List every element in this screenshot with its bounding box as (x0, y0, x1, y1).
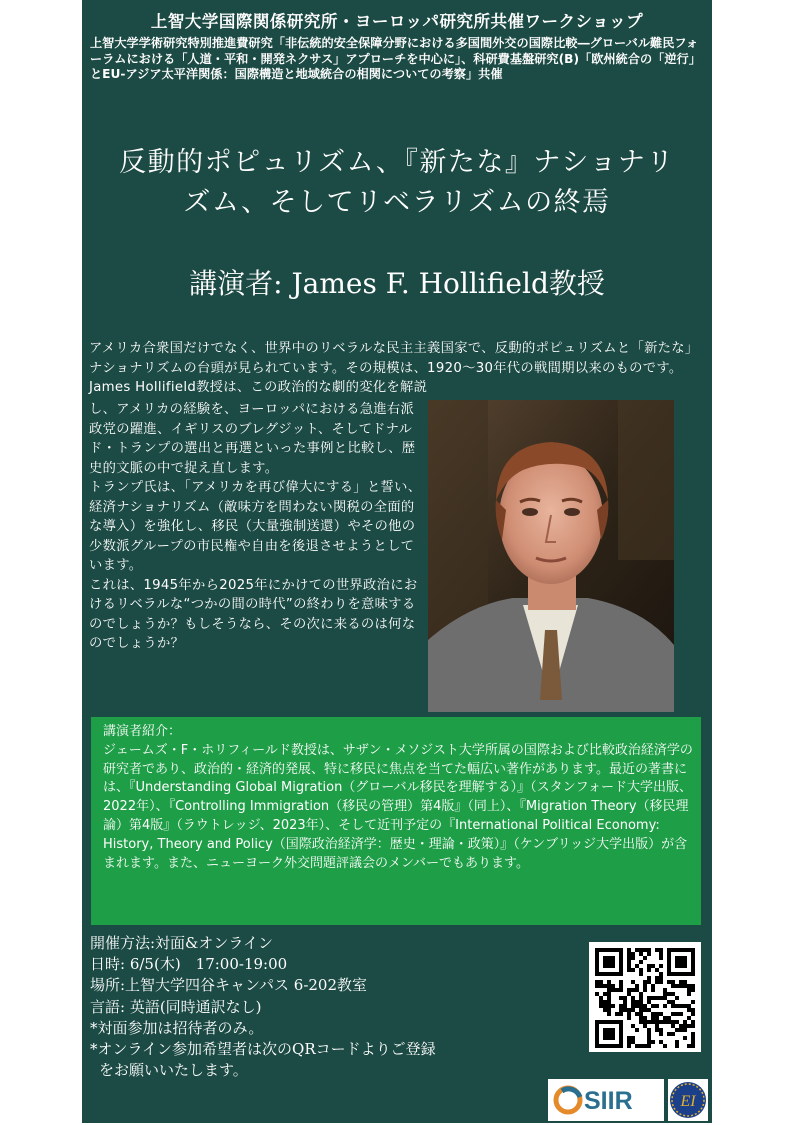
qr-module (627, 964, 631, 968)
qr-module (679, 984, 683, 988)
qr-module (635, 988, 639, 992)
qr-module (611, 1004, 615, 1008)
qr-module (687, 984, 691, 988)
qr-module (683, 984, 687, 988)
qr-module (627, 1036, 631, 1040)
qr-module (631, 1004, 635, 1008)
qr-module (607, 1012, 611, 1016)
qr-module (671, 1004, 675, 1008)
qr-module (643, 988, 647, 992)
qr-module (671, 1024, 675, 1028)
qr-module (639, 972, 643, 976)
qr-module (635, 1000, 639, 1004)
qr-module (643, 1004, 647, 1008)
qr-module (643, 1020, 647, 1024)
qr-module (635, 1044, 639, 1048)
header-title: 上智大学国際関係研究所・ヨーロッパ研究所共催ワークショップ (150, 12, 644, 31)
qr-module (623, 1008, 627, 1012)
siir-logo-text: SIIR (584, 1087, 633, 1115)
qr-module (691, 1032, 695, 1036)
qr-finder-pattern (675, 956, 687, 968)
qr-module (627, 960, 631, 964)
qr-module (647, 1044, 651, 1048)
qr-module (607, 996, 611, 1000)
qr-module (675, 984, 679, 988)
qr-module (647, 1032, 651, 1036)
abstract-body (89, 400, 425, 654)
qr-module (687, 988, 691, 992)
qr-module (619, 980, 623, 984)
detail-venue: 場所:上智大学四谷キャンパス 6-202教室 (90, 976, 368, 995)
qr-module (659, 952, 663, 956)
qr-module (655, 1004, 659, 1008)
qr-module (671, 1032, 675, 1036)
qr-module (627, 992, 631, 996)
qr-module (607, 988, 611, 992)
qr-module (627, 1016, 631, 1020)
qr-module (659, 1012, 663, 1016)
ei-logo-mark (668, 1079, 708, 1121)
qr-module (599, 980, 603, 984)
qr-module (671, 1012, 675, 1016)
qr-module (643, 984, 647, 988)
qr-module (675, 1044, 679, 1048)
qr-module (679, 980, 683, 984)
qr-module (659, 948, 663, 952)
qr-module (663, 988, 667, 992)
qr-module (691, 1044, 695, 1048)
qr-module (659, 956, 663, 960)
qr-finder-pattern (603, 956, 615, 968)
qr-module (627, 948, 631, 952)
qr-module (595, 984, 599, 988)
qr-module (663, 1020, 667, 1024)
qr-module (651, 1016, 655, 1020)
qr-module (627, 988, 631, 992)
qr-module (659, 1028, 663, 1032)
qr-module (631, 1036, 635, 1040)
qr-module (671, 1020, 675, 1024)
abstract-intro: アメリカ合衆国だけでなく、世界中のリベラルな民主主義国家で、反動的ポピュリズムと「新たな」ナショナリズムの台頭が見られています。その規模は、1920～30年代の戦間期以来のものです。 James Hollifield教授は、この政治的な劇的変化を解説 (89, 341, 699, 395)
event-title (82, 143, 712, 223)
qr-module (627, 1012, 631, 1016)
qr-module (679, 1012, 683, 1016)
qr-module (603, 984, 607, 988)
qr-module (655, 948, 659, 952)
qr-module (631, 952, 635, 956)
qr-module (651, 964, 655, 968)
qr-module (667, 1032, 671, 1036)
qr-module (675, 996, 679, 1000)
qr-module (639, 960, 643, 964)
qr-module (603, 1008, 607, 1012)
qr-module (599, 984, 603, 988)
qr-module (615, 988, 619, 992)
qr-module (667, 1020, 671, 1024)
speaker-photo (428, 400, 674, 712)
qr-module (635, 1012, 639, 1016)
qr-module (639, 992, 643, 996)
qr-module (639, 1020, 643, 1024)
qr-module (659, 964, 663, 968)
siir-logo (548, 1079, 664, 1121)
qr-module (663, 992, 667, 996)
qr-module (607, 1008, 611, 1012)
speaker-portrait-illustration (428, 400, 674, 712)
qr-module (647, 976, 651, 980)
qr-module (643, 1016, 647, 1020)
qr-module (643, 1044, 647, 1048)
qr-module (691, 1000, 695, 1004)
qr-module (671, 1000, 675, 1004)
qr-module (647, 1028, 651, 1032)
qr-module (627, 1008, 631, 1012)
qr-module (675, 1028, 679, 1032)
qr-module (615, 1012, 619, 1016)
qr-module (647, 1008, 651, 1012)
bio-body: ジェームズ・F・ホリフィールド教授は、サザン・メソジスト大学所属の国際および比較政治経済学の研究者であり、政治的・経済的発展、特に移民に焦点を当てた幅広い著作があります。最近の著書には、『Understanding Global Migration（グローバル移民を理解する）』（スタンフォード大学出版、2022年）、『Controlling Immigration（移民の管理）第4版』（同上）、『Migration Theory（移民理論）第4版』（ラウトレッジ、2023年）、そして近刊予定の『International Political Economy: History, Theory and Policy（国際政治経済学：歴史・理論・政策）』（ケンブリッジ大学出版）が含まれます。また、ニューヨーク外交問題評議会のメンバーでもあります。 (103, 742, 693, 871)
qr-module (663, 1016, 667, 1020)
event-title-line1: 反動的ポピュリズム、『新たな』ナショナリ (119, 147, 675, 178)
qr-module (663, 1004, 667, 1008)
ei-logo (668, 1079, 708, 1121)
qr-module (655, 980, 659, 984)
qr-module (631, 1040, 635, 1044)
qr-module (619, 1012, 623, 1016)
qr-module (631, 988, 635, 992)
qr-module (683, 1028, 687, 1032)
qr-module (647, 948, 651, 952)
qr-module (635, 964, 639, 968)
siir-logo-mark (548, 1079, 664, 1121)
header-subtitle: 上智大学学術研究特別推進費研究「非伝統的安全保障分野における多国間外交の国際比較―グローバル難民フォーラムにおける「人道・平和・開発ネクサス」アプローチを中心に」、科研費基盤研究(B)「欧州統合の「逆行」とEU-アジア太平洋関係：国際構造と地域統合の相関についての考察」共催 (90, 36, 701, 81)
qr-module (691, 1040, 695, 1044)
qr-module (635, 1028, 639, 1032)
qr-module (607, 1000, 611, 1004)
qr-module (647, 996, 651, 1000)
qr-module (623, 1000, 627, 1004)
qr-module (671, 980, 675, 984)
qr-module (691, 1008, 695, 1012)
qr-module (607, 980, 611, 984)
qr-module (667, 1000, 671, 1004)
qr-module (683, 980, 687, 984)
qr-module (691, 1012, 695, 1016)
qr-module (603, 1004, 607, 1008)
qr-module (627, 1044, 631, 1048)
detail-language: 言語: 英語(同時通訳なし) (90, 997, 262, 1016)
qr-module (647, 1000, 651, 1004)
qr-module (619, 988, 623, 992)
qr-module (643, 956, 647, 960)
qr-module (619, 996, 623, 1000)
qr-module (643, 980, 647, 984)
qr-module (623, 996, 627, 1000)
qr-module (659, 1040, 663, 1044)
qr-module (627, 956, 631, 960)
qr-module (655, 968, 659, 972)
poster (82, 0, 712, 1123)
qr-module (679, 1028, 683, 1032)
qr-module (639, 996, 643, 1000)
abstract-paragraph: トランプ氏は、「アメリカを再び偉大にする」と誓い、経済ナショナリズム（敵味方を問わない関税の全面的な導入）を強化し、移民（大量強制送還）やその他の少数派グループの市民権や自由を後退させようとしています。 (89, 480, 422, 573)
qr-module (679, 1024, 683, 1028)
qr-module (659, 976, 663, 980)
detail-note-register-cont: をお願いいたします。 (99, 1061, 248, 1080)
qr-module (683, 1004, 687, 1008)
qr-module (691, 1020, 695, 1024)
event-title-line2: ズム、そしてリベラリズムの終焉 (183, 187, 611, 218)
qr-module (659, 972, 663, 976)
qr-module (679, 1004, 683, 1008)
qr-module (627, 952, 631, 956)
qr-module (655, 1028, 659, 1032)
qr-module (631, 1008, 635, 1012)
qr-module (611, 988, 615, 992)
qr-module (675, 1020, 679, 1024)
qr-module (611, 984, 615, 988)
abstract-paragraph: し、アメリカの経験を、ヨーロッパにおける急進右派政党の躍進、イギリスのブレグジット、そしてドナルド・トランプの選出と再選といった事例と比較し、歴史的文脈の中で捉え直します。 (89, 402, 416, 476)
qr-module (683, 1020, 687, 1024)
qr-module (619, 1004, 623, 1008)
detail-format: 開催方法:対面&オンライン (90, 934, 273, 952)
qr-module (599, 1000, 603, 1004)
qr-module (599, 1004, 603, 1008)
qr-module (647, 964, 651, 968)
qr-module (603, 992, 607, 996)
qr-module (651, 1040, 655, 1044)
registration-qr-code[interactable] (589, 942, 701, 1052)
qr-module (663, 1044, 667, 1048)
qr-module (651, 984, 655, 988)
qr-module (667, 992, 671, 996)
qr-module (647, 968, 651, 972)
qr-module (655, 1016, 659, 1020)
qr-module (691, 984, 695, 988)
qr-module (635, 1004, 639, 1008)
qr-module (675, 1040, 679, 1044)
qr-module (651, 1020, 655, 1024)
qr-module (631, 1000, 635, 1004)
qr-finder-pattern (603, 1028, 615, 1040)
detail-note-invite: *対面参加は招待者のみ。 (90, 1018, 264, 1037)
qr-module (675, 1012, 679, 1016)
qr-module (659, 1020, 663, 1024)
qr-module (651, 988, 655, 992)
qr-module (671, 992, 675, 996)
ei-logo-text: EI (680, 1093, 696, 1110)
qr-module (647, 952, 651, 956)
qr-module (627, 1040, 631, 1044)
detail-datetime: 日時: 6/5(木) 17:00-19:00 (90, 955, 288, 974)
detail-note-register: *オンライン参加希望者は次のQRコードよりご登録 (90, 1040, 436, 1059)
qr-module (595, 992, 599, 996)
qr-module (631, 1024, 635, 1028)
qr-module (643, 1024, 647, 1028)
qr-module (647, 1020, 651, 1024)
qr-module (687, 992, 691, 996)
qr-module (635, 948, 639, 952)
qr-module (691, 988, 695, 992)
qr-module (647, 1040, 651, 1044)
qr-module (607, 1004, 611, 1008)
qr-module (647, 980, 651, 984)
qr-module (631, 980, 635, 984)
qr-module (691, 1024, 695, 1028)
qr-module (651, 1004, 655, 1008)
qr-module (647, 1036, 651, 1040)
speaker-bio-box (91, 717, 701, 925)
qr-module (667, 980, 671, 984)
qr-module (639, 948, 643, 952)
qr-module (619, 1008, 623, 1012)
qr-module (659, 980, 663, 984)
qr-module (643, 948, 647, 952)
bio-heading: 講演者紹介： (103, 724, 182, 739)
qr-module (687, 1024, 691, 1028)
qr-module (631, 956, 635, 960)
qr-module (687, 1008, 691, 1012)
qr-module (603, 1000, 607, 1004)
qr-module (599, 996, 603, 1000)
abstract-paragraph: これは、1945年から2025年にかけての世界政治におけるリベラルな“つかの間の時代”の終わりを意味するのでしょうか？もしそうなら、その次に来るのは何なのでしょうか？ (89, 577, 418, 651)
qr-module (663, 996, 667, 1000)
qr-module (639, 1000, 643, 1004)
qr-module (607, 992, 611, 996)
qr-module (691, 1036, 695, 1040)
qr-module (671, 984, 675, 988)
qr-module (683, 1036, 687, 1040)
qr-code-graphic[interactable] (589, 942, 701, 1052)
qr-module (651, 996, 655, 1000)
qr-module (687, 1044, 691, 1048)
qr-module (619, 984, 623, 988)
speaker-bio (103, 723, 697, 873)
qr-module (655, 1012, 659, 1016)
qr-module (607, 984, 611, 988)
qr-module (655, 996, 659, 1000)
qr-module (683, 1024, 687, 1028)
qr-module (623, 1004, 627, 1008)
qr-module (643, 1008, 647, 1012)
qr-module (595, 980, 599, 984)
speaker-name: 講演者: James F. Hollifield教授 (189, 267, 605, 300)
qr-module (687, 1016, 691, 1020)
qr-module (659, 1032, 663, 1036)
qr-module (651, 1012, 655, 1016)
qr-module (639, 1016, 643, 1020)
qr-module (631, 996, 635, 1000)
qr-module (639, 968, 643, 972)
qr-module (675, 1004, 679, 1008)
qr-module (655, 1020, 659, 1024)
qr-module (639, 1012, 643, 1016)
event-details (90, 933, 570, 1081)
qr-module (635, 984, 639, 988)
qr-module (655, 1024, 659, 1028)
qr-module (639, 1008, 643, 1012)
qr-module (639, 952, 643, 956)
qr-module (687, 1004, 691, 1008)
qr-module (631, 968, 635, 972)
qr-module (627, 968, 631, 972)
qr-module (659, 996, 663, 1000)
qr-module (639, 1044, 643, 1048)
qr-module (639, 1004, 643, 1008)
qr-module (667, 1016, 671, 1020)
qr-module (655, 976, 659, 980)
